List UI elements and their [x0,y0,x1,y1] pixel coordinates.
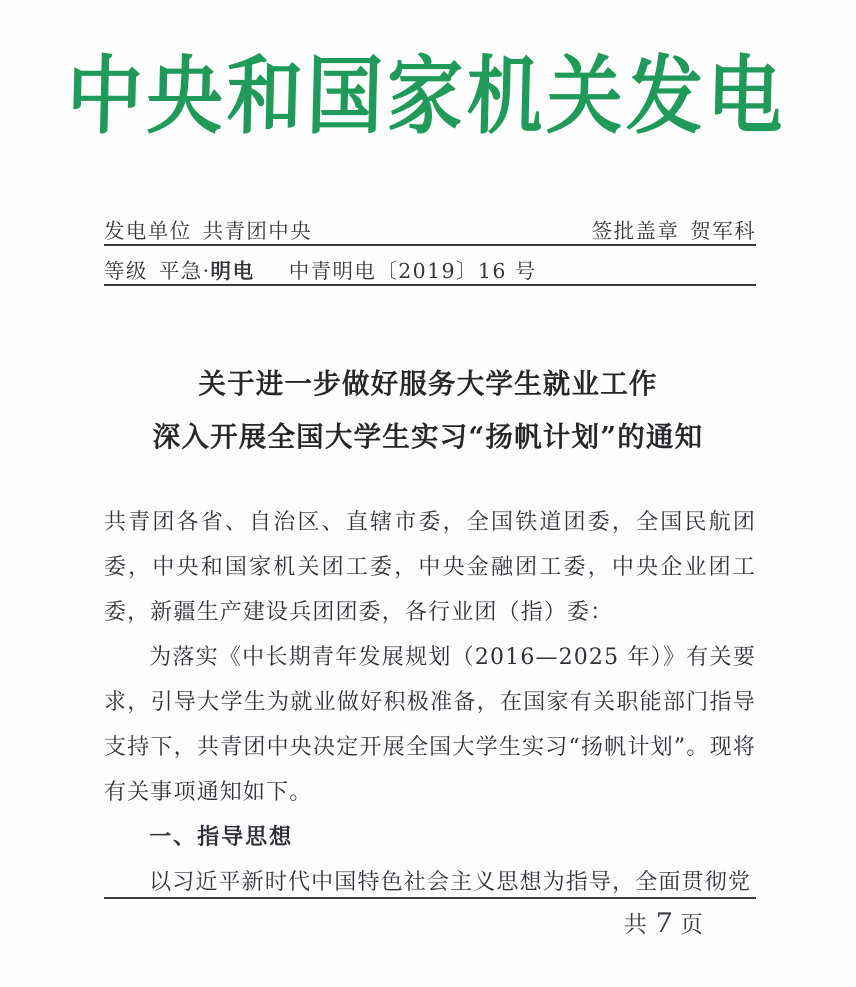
recipient-list: 共青团各省、自治区、直辖市委，全国铁道团委，全国民航团委，中央和国家机关团工委，中央金融团工委，中央企业团工委，新疆生产建设兵团团委，各行业团（指）委： [104,510,756,625]
level-label: 等级 [104,259,148,283]
sender-label: 发电单位 [104,219,192,243]
sender-value: 共青团中央 [202,219,313,243]
meta-row-sender [104,206,756,244]
approver-label: 签批盖章 [591,219,680,243]
title-line-1: 关于进一步做好服务大学生就业工作 [198,368,658,400]
sender-group [104,214,312,244]
body-paragraph-1: 为落实《中长期青年发展规划（2016—2025 年）》有关要求，引导大学生为就业做好积极准备，在国家有关职能部门指导支持下，共青团中央决定开展全国大学生实习“扬帆计划”。现将有关事项通知如下。 [104,645,756,805]
document-meta-block [104,206,756,286]
meta-divider-bottom [104,284,756,286]
section-heading-1: 一、指导思想 [149,824,294,850]
approver-value: 贺军科 [690,219,756,243]
footer-page-count: 7 [653,908,679,939]
approver-group [592,214,756,244]
page-footer [104,906,756,939]
footer-prefix: 共 [623,912,652,938]
footer-divider [104,897,756,899]
document-title [0,358,856,464]
document-number: 中青明电〔2019〕16 号 [288,259,537,283]
level-value: 平急· [158,259,211,283]
level-group [104,254,537,284]
masthead-title: 中央和国家机关发电 [65,46,789,146]
meta-row-level [104,246,756,284]
masthead [0,46,856,146]
level-value-emphasis: 明电 [210,259,255,283]
section-1-text: 以习近平新时代中国特色社会主义思想为指导，全面贯彻党 [149,870,751,895]
footer-suffix: 页 [680,912,708,938]
title-line-2: 深入开展全国大学生实习“扬帆计划”的通知 [152,421,704,453]
document-body [104,500,756,905]
